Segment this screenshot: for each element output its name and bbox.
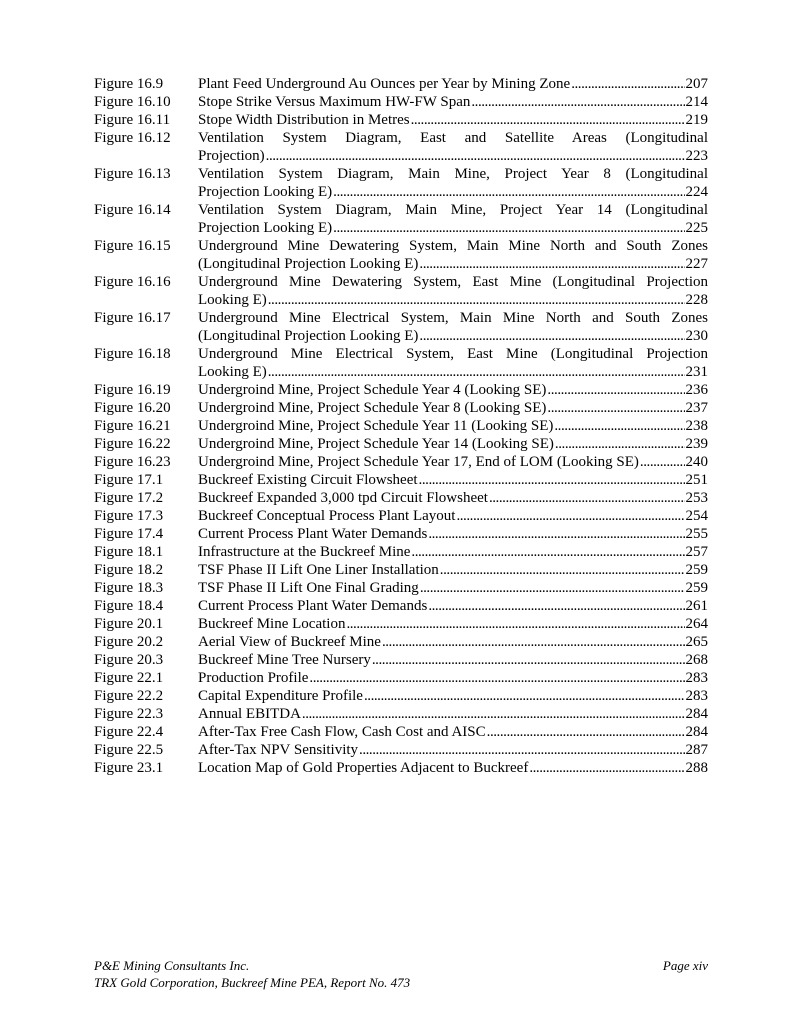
toc-entry[interactable] xyxy=(94,705,708,723)
dot-leader xyxy=(419,255,684,273)
dot-leader xyxy=(359,741,684,759)
figure-caption xyxy=(198,651,708,669)
toc-entry[interactable] xyxy=(94,201,708,237)
dot-leader xyxy=(419,327,684,345)
figure-caption xyxy=(198,489,708,507)
page-number: 261 xyxy=(685,598,708,614)
caption-last-line xyxy=(198,255,708,273)
caption-last-line xyxy=(198,471,708,489)
figure-caption xyxy=(198,723,708,741)
figure-number: Figure 16.13 xyxy=(94,166,171,182)
dot-leader xyxy=(554,417,684,435)
page-number: 259 xyxy=(685,562,708,578)
caption-line: Ventilation System Diagram, East and Satellite Areas (Longitudinal xyxy=(198,130,708,146)
toc-entry[interactable] xyxy=(94,723,708,741)
toc-entry[interactable] xyxy=(94,633,708,651)
page-number: 227 xyxy=(685,256,708,272)
dot-leader xyxy=(420,579,685,597)
page-number: 251 xyxy=(685,472,708,488)
caption-text: Capital Expenditure Profile xyxy=(198,688,363,704)
toc-entry[interactable] xyxy=(94,345,708,381)
figure-number: Figure 16.14 xyxy=(94,202,171,218)
footer-page-number: Page xiv xyxy=(662,958,708,973)
figure-caption xyxy=(198,525,708,543)
dot-leader xyxy=(268,291,685,309)
figure-caption xyxy=(198,561,708,579)
figure-number: Figure 16.23 xyxy=(94,454,171,470)
caption-last-line xyxy=(198,291,708,309)
dot-leader xyxy=(487,723,685,741)
caption-text: (Longitudinal Projection Looking E) xyxy=(198,256,419,272)
toc-entry[interactable] xyxy=(94,651,708,669)
figure-number: Figure 18.3 xyxy=(94,580,164,596)
figure-number: Figure 20.1 xyxy=(94,616,164,632)
dot-leader xyxy=(428,525,684,543)
caption-text: (Longitudinal Projection Looking E) xyxy=(198,328,419,344)
figure-caption xyxy=(198,687,708,705)
dot-leader xyxy=(411,543,684,561)
dot-leader xyxy=(489,489,685,507)
dot-leader xyxy=(640,453,685,471)
dot-leader xyxy=(364,687,685,705)
toc-entry[interactable] xyxy=(94,471,708,489)
caption-last-line xyxy=(198,219,708,237)
caption-line: Underground Mine Dewatering System, Main Mine North and South Zones xyxy=(198,238,708,254)
dot-leader xyxy=(419,471,685,489)
caption-line: Ventilation System Diagram, Main Mine, Project Year 8 (Longitudinal xyxy=(198,166,708,182)
caption-text: After-Tax NPV Sensitivity xyxy=(198,742,359,758)
figure-number: Figure 16.17 xyxy=(94,310,171,326)
dot-leader xyxy=(428,597,684,615)
caption-text: Buckreef Mine Location xyxy=(198,616,346,632)
figure-caption xyxy=(198,309,708,345)
dot-leader xyxy=(547,381,684,399)
caption-last-line xyxy=(198,147,708,165)
dot-leader xyxy=(266,147,685,165)
figure-number: Figure 16.18 xyxy=(94,346,171,362)
toc-entry[interactable] xyxy=(94,615,708,633)
figure-caption xyxy=(198,741,708,759)
caption-last-line xyxy=(198,93,708,111)
figure-number: Figure 20.3 xyxy=(94,652,164,668)
caption-text: Current Process Plant Water Demands xyxy=(198,598,428,614)
toc-entry[interactable] xyxy=(94,417,708,435)
figure-number: Figure 17.2 xyxy=(94,490,164,506)
toc-entry[interactable] xyxy=(94,579,708,597)
dot-leader xyxy=(571,75,684,93)
page-number: 268 xyxy=(685,652,708,668)
page-number: 259 xyxy=(685,580,708,596)
page-number: 240 xyxy=(685,454,708,470)
figure-number: Figure 20.2 xyxy=(94,634,164,650)
caption-text: Aerial View of Buckreef Mine xyxy=(198,634,381,650)
caption-line: Underground Mine Electrical System, East Mine (Longitudinal Projection xyxy=(198,346,708,362)
figure-number: Figure 16.15 xyxy=(94,238,171,254)
page-footer xyxy=(94,957,708,991)
caption-line: Ventilation System Diagram, Main Mine, Project Year 14 (Longitudinal xyxy=(198,202,708,218)
page-number: 219 xyxy=(685,112,708,128)
dot-leader xyxy=(382,633,685,651)
dot-leader xyxy=(268,363,685,381)
figure-number: Figure 16.16 xyxy=(94,274,171,290)
caption-text: Infrastructure at the Buckreef Mine xyxy=(198,544,411,560)
caption-last-line xyxy=(198,651,708,669)
toc-entry[interactable] xyxy=(94,165,708,201)
caption-last-line xyxy=(198,363,708,381)
dot-leader xyxy=(555,435,685,453)
caption-text: Undergroind Mine, Project Schedule Year 17, End of LOM (Looking SE) xyxy=(198,454,639,470)
figure-number: Figure 22.5 xyxy=(94,742,164,758)
figure-caption xyxy=(198,417,708,435)
caption-text: TSF Phase II Lift One Liner Installation xyxy=(198,562,439,578)
caption-last-line xyxy=(198,525,708,543)
figure-caption xyxy=(198,345,708,381)
list-of-figures xyxy=(94,75,708,777)
toc-entry[interactable] xyxy=(94,309,708,345)
page-number: 254 xyxy=(685,508,708,524)
caption-last-line xyxy=(198,741,708,759)
caption-text: Undergroind Mine, Project Schedule Year 11 (Looking SE) xyxy=(198,418,554,434)
toc-entry[interactable] xyxy=(94,381,708,399)
figure-number: Figure 16.12 xyxy=(94,130,171,146)
caption-text: Production Profile xyxy=(198,670,309,686)
figure-caption xyxy=(198,633,708,651)
dot-leader xyxy=(309,669,684,687)
caption-last-line xyxy=(198,633,708,651)
dot-leader xyxy=(333,183,684,201)
toc-entry[interactable] xyxy=(94,507,708,525)
dot-leader xyxy=(456,507,684,525)
toc-entry[interactable] xyxy=(94,489,708,507)
figure-caption xyxy=(198,705,708,723)
page-number: 230 xyxy=(685,328,708,344)
figure-number: Figure 22.2 xyxy=(94,688,164,704)
figure-number: Figure 16.11 xyxy=(94,112,171,128)
figure-number: Figure 22.4 xyxy=(94,724,164,740)
caption-text: Looking E) xyxy=(198,364,267,380)
figure-caption xyxy=(198,597,708,615)
figure-number: Figure 16.20 xyxy=(94,400,171,416)
dot-leader xyxy=(547,399,684,417)
toc-entry[interactable] xyxy=(94,129,708,165)
caption-text: Undergroind Mine, Project Schedule Year 8 (Looking SE) xyxy=(198,400,547,416)
caption-last-line xyxy=(198,183,708,201)
figure-number: Figure 18.1 xyxy=(94,544,164,560)
caption-text: Stope Strike Versus Maximum HW-FW Span xyxy=(198,94,471,110)
dot-leader xyxy=(372,651,685,669)
caption-last-line xyxy=(198,615,708,633)
figure-number: Figure 18.2 xyxy=(94,562,164,578)
figure-caption xyxy=(198,453,708,471)
caption-last-line xyxy=(198,435,708,453)
page-number: 284 xyxy=(685,724,708,740)
caption-last-line xyxy=(198,507,708,525)
figure-caption xyxy=(198,75,708,93)
page-number: 265 xyxy=(685,634,708,650)
caption-last-line xyxy=(198,327,708,345)
caption-text: Annual EBITDA xyxy=(198,706,301,722)
page-number: 231 xyxy=(685,364,708,380)
toc-entry[interactable] xyxy=(94,525,708,543)
caption-text: Buckreef Existing Circuit Flowsheet xyxy=(198,472,418,488)
figure-caption xyxy=(198,471,708,489)
page-number: 239 xyxy=(685,436,708,452)
caption-text: Buckreef Expanded 3,000 tpd Circuit Flowsheet xyxy=(198,490,488,506)
page-number: 237 xyxy=(685,400,708,416)
caption-last-line xyxy=(198,489,708,507)
toc-entry[interactable] xyxy=(94,93,708,111)
caption-text: Undergroind Mine, Project Schedule Year 4 (Looking SE) xyxy=(198,382,547,398)
caption-last-line xyxy=(198,669,708,687)
toc-entry[interactable] xyxy=(94,111,708,129)
figure-caption xyxy=(198,579,708,597)
figure-caption xyxy=(198,435,708,453)
caption-text: Plant Feed Underground Au Ounces per Year by Mining Zone xyxy=(198,76,571,92)
caption-last-line xyxy=(198,381,708,399)
toc-entry[interactable] xyxy=(94,399,708,417)
figure-number: Figure 16.9 xyxy=(94,76,164,92)
figure-number: Figure 17.3 xyxy=(94,508,164,524)
dot-leader xyxy=(529,759,684,777)
figure-number: Figure 23.1 xyxy=(94,760,164,776)
caption-text: Stope Width Distribution in Metres xyxy=(198,112,410,128)
caption-last-line xyxy=(198,75,708,93)
figure-caption xyxy=(198,129,708,165)
page-number: 236 xyxy=(685,382,708,398)
figure-caption xyxy=(198,615,708,633)
toc-entry[interactable] xyxy=(94,435,708,453)
toc-entry[interactable] xyxy=(94,543,708,561)
page-number: 283 xyxy=(685,688,708,704)
dot-leader xyxy=(411,111,685,129)
figure-caption xyxy=(198,237,708,273)
page-number: 214 xyxy=(685,94,708,110)
caption-text: Current Process Plant Water Demands xyxy=(198,526,428,542)
toc-entry[interactable] xyxy=(94,453,708,471)
page-number: 224 xyxy=(685,184,708,200)
figure-number: Figure 17.4 xyxy=(94,526,164,542)
caption-line: Underground Mine Dewatering System, East Mine (Longitudinal Projection xyxy=(198,274,708,290)
figure-number: Figure 22.3 xyxy=(94,706,164,722)
figure-caption xyxy=(198,543,708,561)
page-number: 264 xyxy=(685,616,708,632)
page-number: 225 xyxy=(685,220,708,236)
dot-leader xyxy=(471,93,684,111)
page-number: 257 xyxy=(685,544,708,560)
caption-last-line xyxy=(198,417,708,435)
figure-caption xyxy=(198,759,708,777)
caption-text: Undergroind Mine, Project Schedule Year 14 (Looking SE) xyxy=(198,436,554,452)
figure-number: Figure 16.22 xyxy=(94,436,171,452)
caption-last-line xyxy=(198,723,708,741)
toc-entry[interactable] xyxy=(94,759,708,777)
caption-last-line xyxy=(198,543,708,561)
page-number: 288 xyxy=(685,760,708,776)
toc-entry[interactable] xyxy=(94,597,708,615)
page-number: 287 xyxy=(685,742,708,758)
toc-entry[interactable] xyxy=(94,75,708,93)
caption-last-line xyxy=(198,453,708,471)
figure-number: Figure 18.4 xyxy=(94,598,164,614)
figure-caption xyxy=(198,507,708,525)
figure-caption xyxy=(198,201,708,237)
toc-entry[interactable] xyxy=(94,273,708,309)
figure-caption xyxy=(198,93,708,111)
caption-last-line xyxy=(198,111,708,129)
figure-caption xyxy=(198,669,708,687)
caption-last-line xyxy=(198,597,708,615)
footer-report-title: TRX Gold Corporation, Buckreef Mine PEA, Report No. 473 xyxy=(94,975,411,990)
page-number: 253 xyxy=(685,490,708,506)
page-number: 228 xyxy=(685,292,708,308)
page-number: 238 xyxy=(685,418,708,434)
caption-last-line xyxy=(198,399,708,417)
toc-entry[interactable] xyxy=(94,741,708,759)
dot-leader xyxy=(302,705,685,723)
caption-text: After-Tax Free Cash Flow, Cash Cost and AISC xyxy=(198,724,486,740)
dot-leader xyxy=(346,615,684,633)
dot-leader xyxy=(440,561,685,579)
caption-last-line xyxy=(198,579,708,597)
toc-entry[interactable] xyxy=(94,237,708,273)
caption-text: TSF Phase II Lift One Final Grading xyxy=(198,580,419,596)
caption-text: Projection Looking E) xyxy=(198,220,333,236)
caption-text: Projection) xyxy=(198,148,265,164)
page-number: 223 xyxy=(685,148,708,164)
figure-caption xyxy=(198,399,708,417)
caption-last-line xyxy=(198,705,708,723)
caption-line: Underground Mine Electrical System, Main Mine North and South Zones xyxy=(198,310,708,326)
figure-caption xyxy=(198,381,708,399)
caption-text: Looking E) xyxy=(198,292,267,308)
figure-number: Figure 16.19 xyxy=(94,382,171,398)
dot-leader xyxy=(333,219,684,237)
figure-caption xyxy=(198,165,708,201)
caption-text: Buckreef Conceptual Process Plant Layout xyxy=(198,508,456,524)
toc-entry[interactable] xyxy=(94,687,708,705)
figure-number: Figure 16.10 xyxy=(94,94,171,110)
caption-last-line xyxy=(198,687,708,705)
caption-text: Buckreef Mine Tree Nursery xyxy=(198,652,371,668)
figure-caption xyxy=(198,111,708,129)
caption-text: Projection Looking E) xyxy=(198,184,333,200)
figure-number: Figure 17.1 xyxy=(94,472,164,488)
figure-number: Figure 16.21 xyxy=(94,418,171,434)
page-number: 284 xyxy=(685,706,708,722)
page-number: 283 xyxy=(685,670,708,686)
page-number: 207 xyxy=(685,76,708,92)
footer-company: P&E Mining Consultants Inc. xyxy=(94,958,250,973)
caption-last-line xyxy=(198,759,708,777)
figure-caption xyxy=(198,273,708,309)
page-number: 255 xyxy=(685,526,708,542)
figure-number: Figure 22.1 xyxy=(94,670,164,686)
caption-last-line xyxy=(198,561,708,579)
toc-entry[interactable] xyxy=(94,669,708,687)
toc-entry[interactable] xyxy=(94,561,708,579)
caption-text: Location Map of Gold Properties Adjacent to Buckreef xyxy=(198,760,529,776)
